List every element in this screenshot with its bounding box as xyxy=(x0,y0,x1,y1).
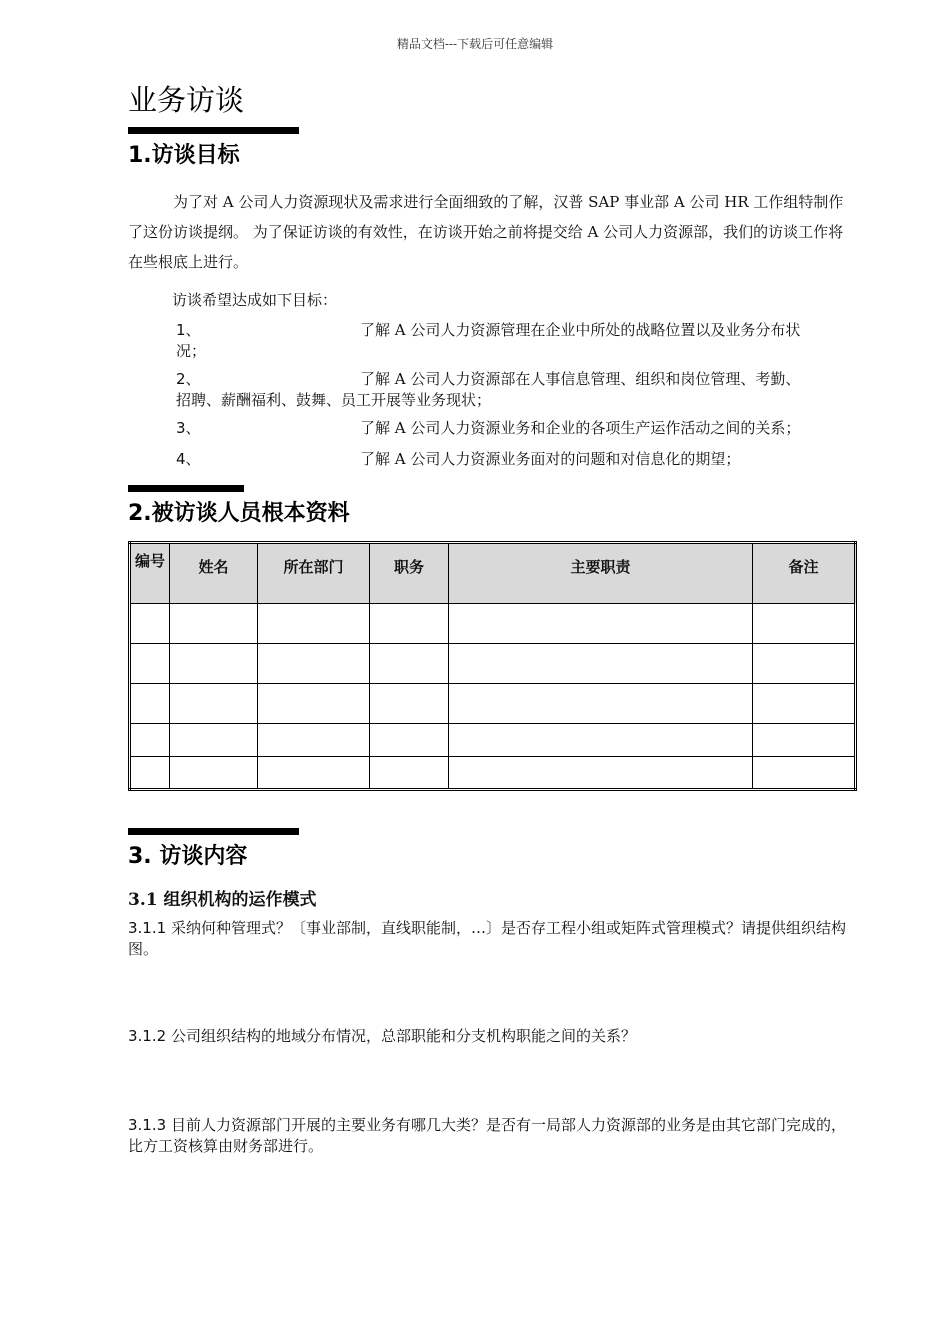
table-row xyxy=(130,757,856,790)
table-cell[interactable] xyxy=(130,684,170,724)
column-header: 所在部门 xyxy=(258,543,370,604)
subsection-heading: 3.1 组织机构的运作模式 xyxy=(128,890,317,910)
goal-text-continued: 招聘、薪酬福利、鼓舞、员工开展等业务现状； xyxy=(176,391,492,409)
question-text: 目前人力资源部门开展的主要业务有哪几大类？是否有一局部人力资源部的业务是由其它部门完成的，比方工资核算由财务部进行。 xyxy=(128,1116,846,1155)
table-cell[interactable] xyxy=(258,757,370,790)
question-text: 公司组织结构的地域分布情况，总部职能和分支机构职能之间的关系？ xyxy=(166,1027,636,1045)
table-cell[interactable] xyxy=(449,644,753,684)
table-cell[interactable] xyxy=(130,757,170,790)
table-cell[interactable] xyxy=(258,724,370,757)
table-cell[interactable] xyxy=(449,724,753,757)
question-item xyxy=(128,918,853,960)
goal-number: 1、 xyxy=(176,321,201,339)
table-row xyxy=(130,604,856,644)
section-bar xyxy=(128,828,299,835)
table-cell[interactable] xyxy=(753,604,856,644)
column-header: 职务 xyxy=(370,543,449,604)
question-number: 3.1.1 xyxy=(128,919,167,937)
goal-text: 了解 A 公司人力资源业务和企业的各项生产运作活动之间的关系； xyxy=(360,419,801,437)
table-cell[interactable] xyxy=(370,684,449,724)
table-cell[interactable] xyxy=(258,684,370,724)
column-header: 编号 xyxy=(130,543,170,604)
table-cell[interactable] xyxy=(449,604,753,644)
goals-lead: 访谈希望达成如下目标： xyxy=(172,291,338,309)
table-cell[interactable] xyxy=(170,684,258,724)
table-cell[interactable] xyxy=(130,724,170,757)
section-bar xyxy=(128,485,244,492)
table-cell[interactable] xyxy=(449,684,753,724)
section1-heading: 1.访谈目标 xyxy=(128,143,240,168)
goal-number: 3、 xyxy=(176,419,201,437)
question-item xyxy=(128,1026,853,1047)
table-cell[interactable] xyxy=(370,604,449,644)
table-row xyxy=(130,724,856,757)
goal-text: 了解 A 公司人力资源业务面对的问题和对信息化的期望； xyxy=(360,450,741,468)
column-header: 主要职责 xyxy=(449,543,753,604)
table-header-row xyxy=(130,543,856,604)
table-cell[interactable] xyxy=(258,644,370,684)
table-cell[interactable] xyxy=(753,644,856,684)
question-number: 3.1.2 xyxy=(128,1027,167,1045)
section2-heading: 2.被访谈人员根本资料 xyxy=(128,501,350,526)
table-row xyxy=(130,644,856,684)
goal-text: 了解 A 公司人力资源部在人事信息管理、组织和岗位管理、考勤、 xyxy=(360,370,801,388)
question-number: 3.1.3 xyxy=(128,1116,167,1134)
table-cell[interactable] xyxy=(753,684,856,724)
table-cell[interactable] xyxy=(370,644,449,684)
table-cell[interactable] xyxy=(130,604,170,644)
goal-text: 了解 A 公司人力资源管理在企业中所处的战略位置以及业务分布状 xyxy=(360,321,801,339)
table-cell[interactable] xyxy=(170,644,258,684)
goal-number: 4、 xyxy=(176,450,201,468)
table-cell[interactable] xyxy=(449,757,753,790)
intro-paragraph: 为了对 A 公司人力资源现状及需求进行全面细致的了解，汉普 SAP 事业部 A 公司 HR 工作组特制作了这份访谈提纲。 为了保证访谈的有效性，在访谈开始之前将提交给 A 公司人力资源部，我们的访谈工作将在些根底上进行。 xyxy=(128,193,844,271)
interviewee-table xyxy=(128,541,857,791)
document-title: 业务访谈 xyxy=(128,83,245,117)
question-text: 采纳何种管理式？〔事业部制，直线职能制，…〕是否存工程小组或矩阵式管理模式？请提供组织结构图。 xyxy=(128,919,846,958)
section3-heading: 3. 访谈内容 xyxy=(128,844,248,869)
column-header: 备注 xyxy=(753,543,856,604)
section-bar xyxy=(128,127,299,134)
table-cell[interactable] xyxy=(753,724,856,757)
table-cell[interactable] xyxy=(370,724,449,757)
table-row xyxy=(130,684,856,724)
table-cell[interactable] xyxy=(370,757,449,790)
goal-text-continued: 况； xyxy=(176,342,207,360)
table-cell[interactable] xyxy=(170,724,258,757)
question-item xyxy=(128,1115,853,1157)
table-cell[interactable] xyxy=(130,644,170,684)
goal-number: 2、 xyxy=(176,370,201,388)
table-cell[interactable] xyxy=(170,604,258,644)
column-header: 姓名 xyxy=(170,543,258,604)
page-header: 精品文档---下载后可任意编辑 xyxy=(396,37,554,51)
table-cell[interactable] xyxy=(258,604,370,644)
table-cell[interactable] xyxy=(170,757,258,790)
table-cell[interactable] xyxy=(753,757,856,790)
